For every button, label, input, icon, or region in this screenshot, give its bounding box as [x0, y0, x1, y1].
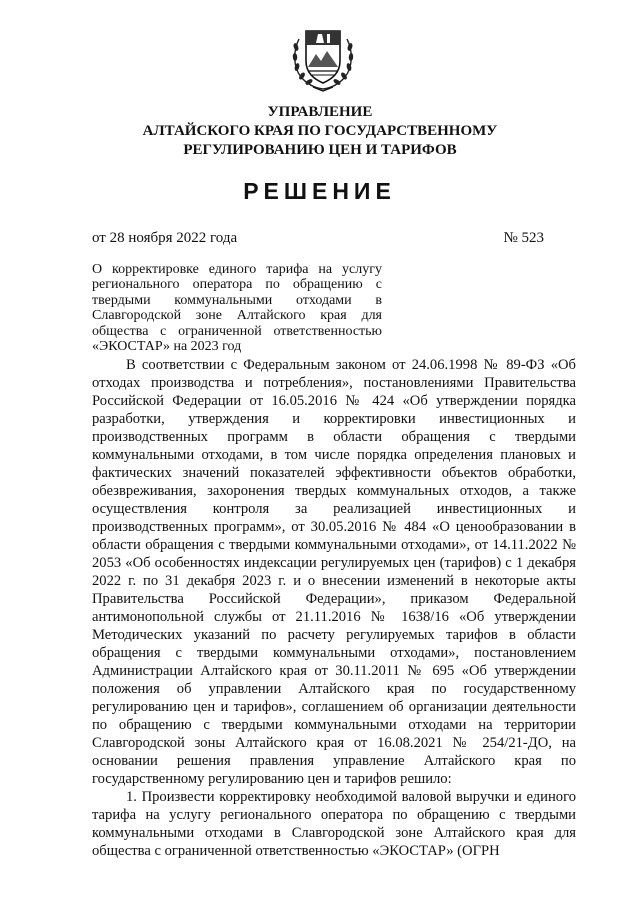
document-subject: О корректировке единого тарифа на услугу регионального оператора по обращению с твердыми коммунальными отходами в Славгородской зоне Алтайского края для общества с ограниченной ответственностью «ЭКОСТАР» на 2023 год [92, 262, 382, 355]
document-number: № 523 [503, 230, 544, 246]
document-type-title: РЕШЕНИЕ [243, 178, 396, 204]
body-paragraph-preamble: В соответствии с Федеральным законом от 24.06.1998 № 89-ФЗ «Об отходах производства и потребления», постановлениями Правительства Российской Федерации от 16.05.2016 № 424 «Об утверждении порядка разработки, утверждения и корректировки инвестиционных и производственных программ в области обращения с твердыми коммунальными отходами, в том числе порядка определения плановых и фактических значений показателей эффективности объектов обработки, обезвреживания, захоронения твердых коммунальных отходов, а также осуществления контроля за реализацией инвестиционных и производственных программ», от 30.05.2016 № 484 «О ценообразовании в области обращения с твердыми коммунальными отходами», от 14.11.2022 № 2053 «Об особенностях индексации регулируемых цен (тарифов) с 1 декабря 2022 г. по 31 декабря 2023 г. и о внесении изменений в некоторые акты Правительства Российской Федерации», приказом Федеральной антимонопольной службы от 21.11.2016 № 1638/16 «Об утверждении Методических указаний по расчету регулируемых тарифов в области обращения с твердыми коммунальными отходами», постановлением Администрации Алтайского края от 30.11.2011 № 695 «Об утверждении положения об управлении Алтайского края по государственному регулированию цен и тарифов», соглашением об организации деятельности по обращению с твердыми коммунальными отходами на территории Славгородской зоны Алтайского края от 16.08.2021 № 254/21-ДО, на основании решения правления управление Алтайского края по государственному регулированию цен и тарифов решило: [92, 357, 576, 787]
organization-title-line-3: РЕГУЛИРОВАНИЮ ЦЕН И ТАРИФОВ [183, 142, 457, 158]
body-paragraph-item-1: 1. Произвести корректировку необходимой валовой выручки и единого тарифа на услугу регионального оператора по обращению с твердыми коммунальными отходами в Славгородской зоне Алтайского края для общества с ограниченной ответственностью «ЭКОСТАР» (ОГРН [92, 789, 576, 859]
document-date: от 28 ноября 2022 года [92, 230, 238, 246]
organization-title-line-1: УПРАВЛЕНИЕ [267, 104, 373, 120]
document-body [92, 356, 576, 860]
coat-of-arms-icon [289, 21, 357, 93]
organization-title-line-2: АЛТАЙСКОГО КРАЯ ПО ГОСУДАРСТВЕННОМУ [142, 123, 498, 139]
organization-title [60, 103, 580, 160]
